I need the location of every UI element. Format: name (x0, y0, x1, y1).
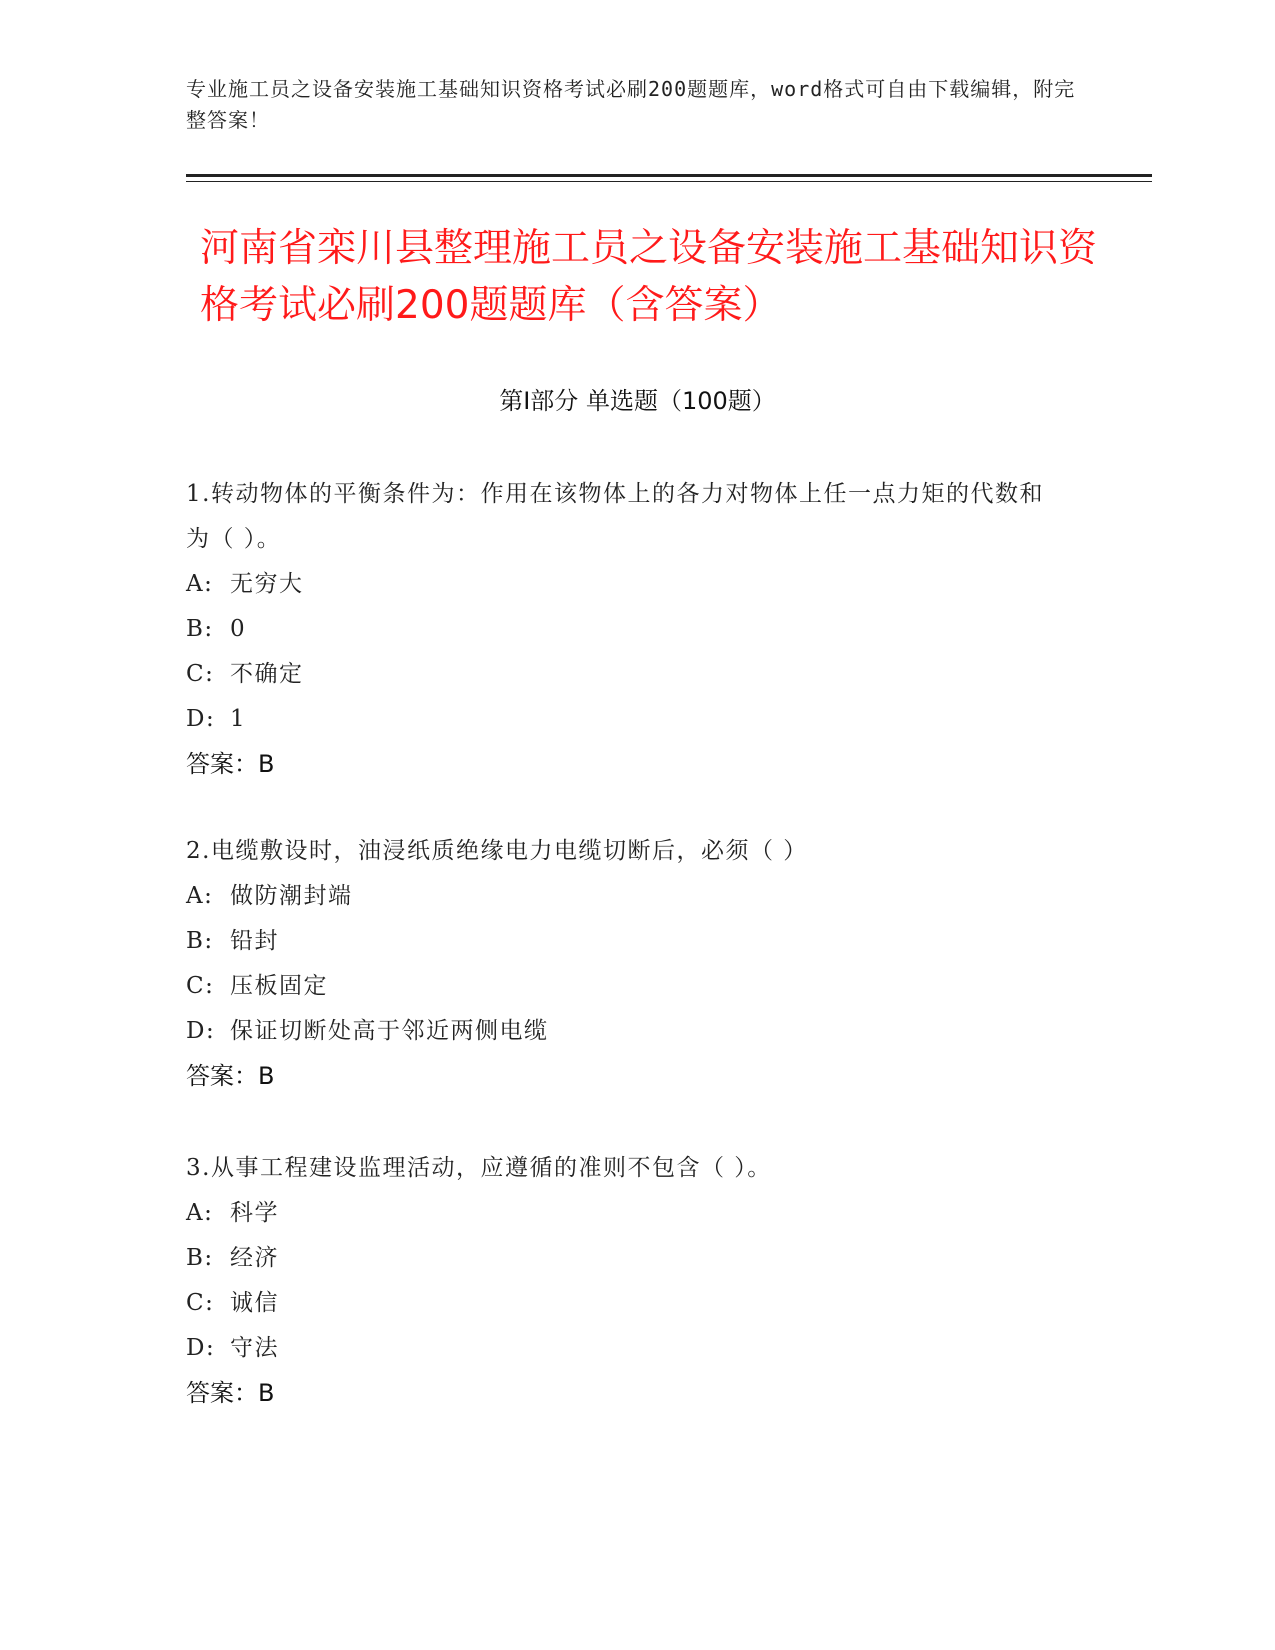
option-text: 保证切断处高于邻近两侧电缆 (230, 1018, 549, 1044)
question-stem: 3.从事工程建设监理活动，应遵循的准则不包含（ ）。 (186, 1155, 772, 1181)
option-c (186, 964, 1066, 1009)
option-a (186, 562, 1066, 607)
option-b (186, 607, 1066, 652)
option-letter: D: (186, 1018, 216, 1044)
option-text: 铅封 (230, 928, 279, 954)
option-letter: C: (186, 973, 215, 999)
option-letter: A: (186, 1200, 214, 1226)
answer-line: 答案：B (186, 1062, 275, 1090)
option-letter: A: (186, 883, 214, 909)
answer-line: 答案：B (186, 1379, 275, 1407)
option-letter: B: (186, 616, 214, 642)
option-text: 经济 (230, 1245, 279, 1271)
option-letter: C: (186, 1290, 215, 1316)
option-text: 0 (230, 616, 247, 642)
header-rule-thick (186, 174, 1152, 177)
header-note: 专业施工员之设备安装施工基础知识资格考试必刷200题题库，word格式可自由下载编辑，附完整答案！ (186, 77, 1076, 132)
header-rule-thin (186, 181, 1152, 182)
option-d (186, 697, 1066, 742)
question-stem: 2.电缆敷设时，油浸纸质绝缘电力电缆切断后，必须（ ） (186, 838, 808, 864)
option-text: 诚信 (230, 1290, 279, 1316)
option-letter: B: (186, 928, 214, 954)
option-letter: D: (186, 706, 216, 732)
option-b (186, 919, 1066, 964)
section-heading: 第Ⅰ部分 单选题（100题） (499, 387, 776, 415)
option-text: 科学 (230, 1200, 279, 1226)
option-b (186, 1236, 1066, 1281)
option-text: 不确定 (230, 661, 304, 687)
document-title: 河南省栾川县整理施工员之设备安装施工基础知识资格考试必刷200题题库（含答案） (200, 226, 1098, 328)
option-a (186, 1191, 1066, 1236)
question-stem: 1.转动物体的平衡条件为：作用在该物体上的各力对物体上任一点力矩的代数和为（ ）。 (186, 481, 1044, 552)
option-c (186, 1281, 1066, 1326)
option-letter: A: (186, 571, 214, 597)
question-1 (186, 472, 1066, 787)
option-a (186, 874, 1066, 919)
question-2 (186, 829, 1066, 1099)
option-c (186, 652, 1066, 697)
option-letter: D: (186, 1335, 216, 1361)
option-text: 做防潮封端 (230, 883, 353, 909)
option-text: 无穷大 (230, 571, 304, 597)
option-text: 守法 (230, 1335, 279, 1361)
option-d (186, 1009, 1066, 1054)
option-text: 1 (230, 706, 247, 732)
option-d (186, 1326, 1066, 1371)
option-text: 压板固定 (230, 973, 328, 999)
answer-line: 答案：B (186, 750, 275, 778)
option-letter: B: (186, 1245, 214, 1271)
option-letter: C: (186, 661, 215, 687)
question-3 (186, 1146, 1066, 1416)
